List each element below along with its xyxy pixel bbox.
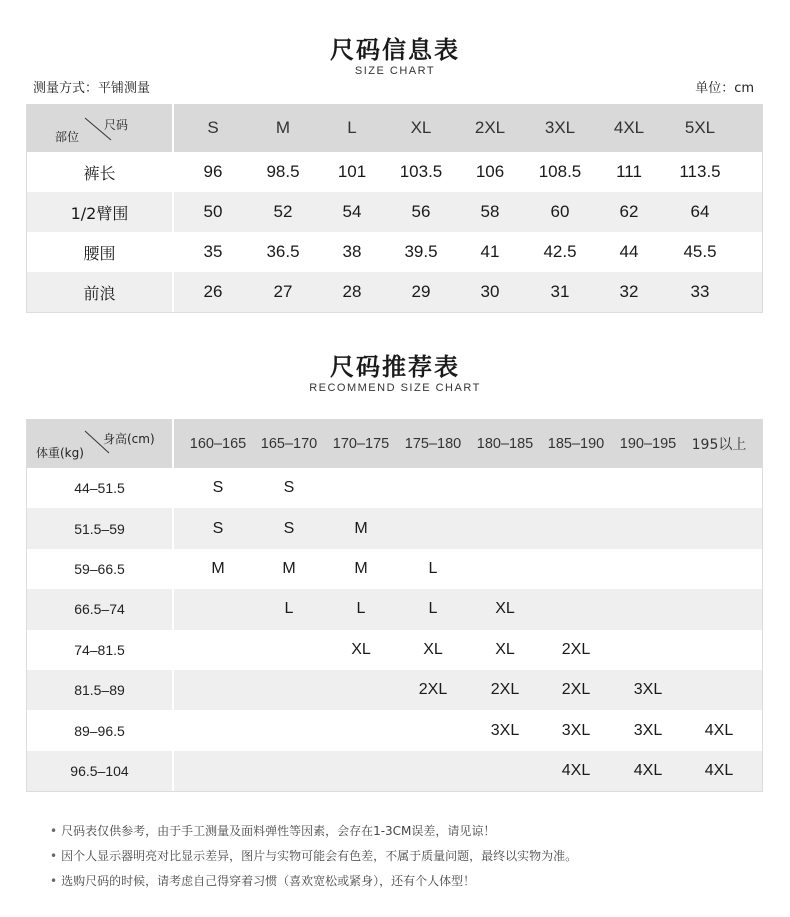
table-cell — [540, 549, 612, 589]
table-cell: 3XL — [490, 721, 520, 739]
size-col-header: 5XL — [684, 118, 716, 137]
table-cell: XL — [351, 640, 371, 658]
table-cell — [612, 508, 684, 548]
table-cell — [397, 710, 469, 750]
corner-size-label: 尺码 — [104, 118, 129, 132]
table-row — [27, 232, 762, 272]
table-row — [27, 751, 762, 791]
table-cell: L — [428, 559, 438, 577]
diagonal-divider — [27, 104, 172, 152]
height-col-header: 195以上 — [691, 436, 747, 453]
table-cell: 2XL — [418, 681, 448, 699]
size-chart-header-row — [27, 104, 762, 152]
table-row — [27, 468, 762, 508]
table-cell: 27 — [273, 282, 293, 301]
table-cell: 108.5 — [538, 162, 582, 181]
table-cell: 3XL — [633, 721, 663, 739]
table-cell — [325, 670, 397, 710]
size-col-header: 2XL — [474, 118, 506, 137]
table-cell — [182, 710, 254, 750]
row-label: 74–81.5 — [74, 641, 125, 658]
table-cell: 45.5 — [683, 242, 717, 261]
height-col-header: 175–180 — [404, 435, 462, 452]
table-cell: 62 — [619, 202, 639, 221]
table-row — [27, 589, 762, 629]
height-col-header: 165–170 — [260, 435, 318, 452]
height-col-header: 180–185 — [476, 435, 534, 452]
recommend-corner — [27, 419, 172, 468]
table-cell: 4XL — [561, 761, 591, 779]
table-cell: L — [284, 600, 294, 618]
table-cell — [469, 468, 541, 508]
table-cell: 28 — [342, 282, 362, 301]
table-cell — [397, 468, 469, 508]
bullet-icon: • — [50, 824, 58, 838]
height-col-header: 185–190 — [547, 435, 605, 452]
corner-weight-label: 体重(kg) — [36, 446, 84, 460]
recommend-header-row — [27, 419, 762, 468]
bullet-icon: • — [50, 874, 58, 888]
row-label: 51.5–59 — [74, 520, 125, 537]
table-cell: 64 — [690, 202, 710, 221]
note-text: 因个人显示器明亮对比显示差异，图片与实物可能会有色差，不属于质量问题，最终以实物为准。 — [61, 849, 578, 863]
table-cell: XL — [423, 640, 443, 658]
notes-list — [50, 819, 577, 894]
table-cell: M — [354, 519, 368, 537]
table-cell: 3XL — [633, 681, 663, 699]
table-cell: 39.5 — [404, 242, 438, 261]
table-cell — [182, 630, 254, 670]
height-col-header: 170–175 — [332, 435, 390, 452]
table-cell: 26 — [203, 282, 223, 301]
table-cell: 42.5 — [543, 242, 577, 261]
table-cell — [683, 508, 755, 548]
table-cell: 50 — [203, 202, 223, 221]
table-cell: 4XL — [704, 721, 734, 739]
table-cell — [540, 468, 612, 508]
corner-height-label: 身高(cm) — [103, 432, 155, 446]
unit-label: 单位：cm — [695, 81, 754, 96]
table-cell: 36.5 — [266, 242, 300, 261]
table-cell — [182, 670, 254, 710]
table-cell — [397, 751, 469, 791]
table-cell: 52 — [273, 202, 293, 221]
row-label: 89–96.5 — [74, 722, 125, 739]
table-row — [27, 152, 762, 192]
table-row — [27, 508, 762, 548]
table-cell: 32 — [619, 282, 639, 301]
table-cell — [253, 751, 325, 791]
table-row — [27, 630, 762, 670]
table-cell: 106 — [475, 162, 505, 181]
size-chart-table — [26, 104, 763, 313]
recommend-chart-subtitle: RECOMMEND SIZE CHART — [309, 382, 481, 394]
table-cell: S — [212, 519, 224, 537]
bullet-icon: • — [50, 849, 58, 863]
table-cell — [683, 630, 755, 670]
table-row — [27, 549, 762, 589]
table-cell: 2XL — [561, 640, 591, 658]
size-col-header: S — [207, 118, 219, 137]
table-cell: M — [354, 559, 368, 577]
note-item — [50, 819, 577, 844]
table-cell: 29 — [411, 282, 431, 301]
table-cell: 30 — [480, 282, 500, 301]
table-cell: S — [212, 479, 224, 497]
height-col-header: 160–165 — [189, 435, 247, 452]
table-cell — [325, 710, 397, 750]
table-cell: L — [428, 600, 438, 618]
size-chart-subtitle: SIZE CHART — [354, 65, 436, 77]
table-cell: 44 — [619, 242, 639, 261]
note-text: 尺码表仅供参考，由于手工测量及面料弹性等因素，会存在1-3CM误差，请见谅！ — [61, 824, 496, 838]
row-label: 66.5–74 — [74, 601, 125, 618]
row-label: 44–51.5 — [74, 480, 125, 497]
table-cell: M — [282, 559, 296, 577]
table-cell: 2XL — [490, 681, 520, 699]
row-label: 96.5–104 — [70, 762, 129, 779]
table-cell — [540, 589, 612, 629]
note-item — [50, 844, 577, 869]
table-cell — [253, 670, 325, 710]
table-cell: XL — [495, 600, 515, 618]
table-cell — [683, 670, 755, 710]
table-cell — [469, 751, 541, 791]
table-cell: 2XL — [561, 681, 591, 699]
table-cell: 54 — [342, 202, 362, 221]
table-cell: M — [211, 559, 225, 577]
size-col-header: 4XL — [613, 118, 645, 137]
table-cell: 38 — [342, 242, 362, 261]
table-cell: 101 — [337, 162, 367, 181]
size-col-header: M — [275, 118, 291, 137]
table-cell — [182, 589, 254, 629]
table-cell: S — [283, 519, 295, 537]
table-cell: 3XL — [561, 721, 591, 739]
note-item — [50, 869, 577, 894]
table-cell — [612, 468, 684, 508]
table-cell — [540, 508, 612, 548]
note-text: 选购尺码的时候，请考虑自己得穿着习惯（喜欢宽松或紧身），还有个人体型！ — [61, 874, 476, 888]
size-chart-title: 尺码信息表 — [330, 36, 460, 64]
table-cell: S — [283, 479, 295, 497]
table-cell — [683, 549, 755, 589]
corner-part-label: 部位 — [55, 130, 80, 144]
row-label: 1/2臂围 — [70, 203, 129, 223]
recommend-chart-title: 尺码推荐表 — [330, 353, 460, 381]
size-chart-corner — [27, 104, 172, 152]
table-cell: 56 — [411, 202, 431, 221]
size-col-header: L — [347, 118, 357, 137]
table-cell: L — [356, 600, 366, 618]
table-cell — [253, 630, 325, 670]
size-col-header: 3XL — [544, 118, 576, 137]
table-cell — [325, 751, 397, 791]
table-cell: 113.5 — [679, 162, 721, 181]
table-cell: 96 — [203, 162, 223, 181]
row-label: 腰围 — [83, 243, 116, 263]
table-cell: XL — [495, 640, 515, 658]
table-cell: 103.5 — [399, 162, 443, 181]
recommend-chart-table — [26, 419, 763, 792]
table-row — [27, 192, 762, 232]
table-cell — [612, 630, 684, 670]
row-label: 裤长 — [83, 163, 116, 183]
table-cell — [469, 549, 541, 589]
table-cell — [253, 710, 325, 750]
row-label: 59–66.5 — [74, 560, 125, 577]
table-cell: 41 — [480, 242, 500, 261]
table-cell: 58 — [480, 202, 500, 221]
table-cell — [683, 468, 755, 508]
row-label: 81.5–89 — [74, 682, 125, 699]
table-cell: 60 — [550, 202, 570, 221]
table-cell: 33 — [690, 282, 710, 301]
table-cell: 35 — [203, 242, 223, 261]
table-cell — [397, 508, 469, 548]
size-col-header: XL — [410, 118, 432, 137]
table-cell — [683, 589, 755, 629]
height-col-header: 190–195 — [619, 435, 677, 452]
table-row — [27, 710, 762, 750]
table-cell — [612, 549, 684, 589]
row-label: 前浪 — [83, 283, 116, 303]
table-row — [27, 272, 762, 312]
table-row — [27, 670, 762, 710]
table-cell: 4XL — [704, 761, 734, 779]
table-cell — [182, 751, 254, 791]
table-cell: 31 — [550, 282, 570, 301]
table-cell — [469, 508, 541, 548]
table-cell — [325, 468, 397, 508]
table-cell: 98.5 — [266, 162, 300, 181]
table-cell: 4XL — [633, 761, 663, 779]
table-cell: 111 — [616, 162, 642, 181]
measure-method: 测量方式：平铺测量 — [33, 81, 151, 96]
table-cell — [612, 589, 684, 629]
